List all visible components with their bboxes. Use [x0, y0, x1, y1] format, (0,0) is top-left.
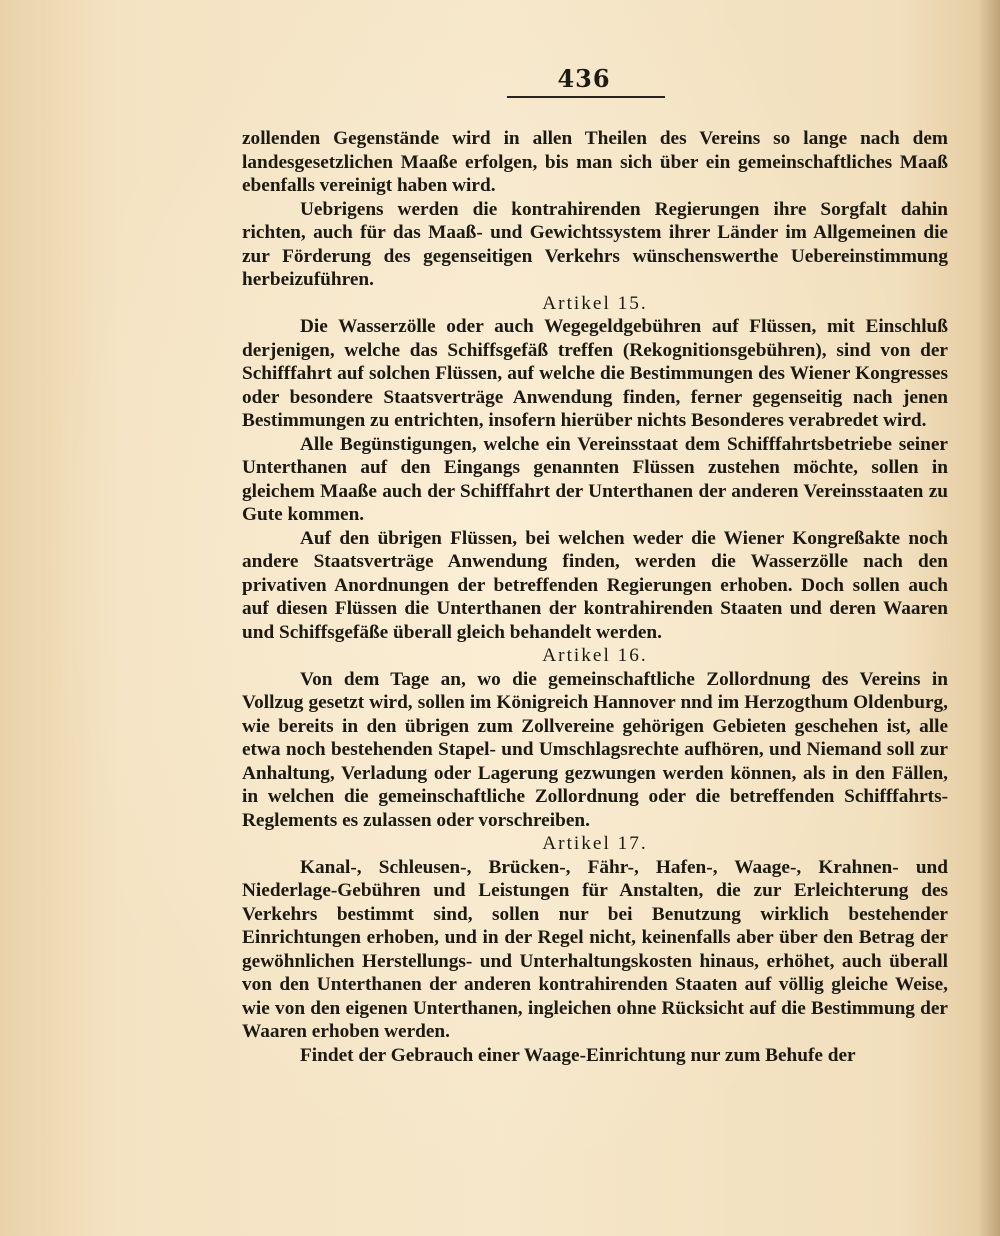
article-15-heading: Artikel 15.	[542, 292, 648, 314]
paragraph-privileges: Alle Begünstigungen, welche ein Vereinsstaat dem Schifffahrtsbetriebe seiner Unterthanen auf den Eingangs genannten Flüssen zustehen möchte, sollen in gleichem Maaße auch der Schifffahrt der Unterthanen der anderen Vereinsstaaten zu Gute kommen.	[242, 433, 948, 525]
article-17-heading: Artikel 17.	[542, 833, 648, 854]
paragraph-continuation: zollenden Gegenstände wird in allen Theilen des Vereins so lange nach dem landesgesetzlichen Maaße erfolgen, bis man sich über ein gemeinschaftliches Maaß ebenfalls vereinigt haben wird.	[242, 128, 948, 196]
page-number-rule	[507, 96, 665, 98]
page-number: 436	[557, 64, 611, 93]
paragraph-river-tolls: Die Wasserzölle oder auch Wegegeldgebühren auf Flüssen, mit Einschluß derjenigen, welche das Schiffsgefäß treffen (Rekognitionsgebühren), sind von der Schifffahrt auf solchen Flüssen, auf welche die Bestimmungen des Wiener Kongresses oder besondere Staatsverträge Anwendung finden, ferner gegenseitig nach jenen Bestimmungen zu entrichten, insofern hierüber nichts Besonderes verabredet wird.	[242, 316, 948, 431]
paragraph-staple-rights: Von dem Tage an, wo die gemeinschaftliche Zollordnung des Vereins in Vollzug gesetzt wird, sollen im Königreich Hannover nnd im Herzogthum Oldenburg, wie bereits in den übrigen zum Zollvereine gehörigen Gebieten geschehen ist, alle etwa noch bestehenden Stapel- und Umschlagsrechte aufhören, und Niemand soll zur Anhaltung, Verladung oder Lagerung gezwungen werden können, als in den Fällen, in welchen die gemeinschaftliche Zollordnung oder die betreffenden Schifffahrts-Reglements es zulassen oder vorschreiben.	[242, 668, 948, 831]
paragraph-scales: Findet der Gebrauch einer Waage-Einrichtung nur zum Behufe der	[300, 1044, 856, 1066]
body-text	[242, 127, 948, 1067]
paragraph-other-rivers: Auf den übrigen Flüssen, bei welchen weder die Wiener Kongreßakte noch andere Staatsverträge Anwendung finden, werden die Wasserzölle nach den privativen Anordnungen der betreffenden Regierungen erhoben. Doch sollen auch auf diesen Flüssen die Unterthanen der kontrahirenden Staaten und deren Waaren und Schiffsgefäße überall gleich behandelt werden.	[242, 527, 948, 643]
page-edge-shadow	[978, 0, 1000, 1236]
paragraph-measures: Uebrigens werden die kontrahirenden Regierungen ihre Sorgfalt dahin richten, auch für das Maaß- und Gewichtssystem ihrer Länder im Allgemeinen die zur Förderung des gegenseitigen Verkehrs wünschenswerthe Uebereinstimmung herbeizuführen.	[242, 198, 948, 290]
article-16-heading: Artikel 16.	[542, 645, 648, 666]
paragraph-fees: Kanal-, Schleusen-, Brücken-, Fähr-, Hafen-, Waage-, Krahnen- und Niederlage-Gebühren und Leistungen für Anstalten, die zur Erleichterung des Verkehrs bestimmt sind, sollen nur bei Benutzung wirklich bestehender Einrichtungen erhoben, und in der Regel nicht, keinenfalls aber über den Betrag der gewöhnlichen Herstellungs- und Unterhaltungskosten hinaus, erhöhet, auch überall von den Unterthanen der anderen kontrahirenden Staaten auf völlig gleiche Weise, wie von den eigenen Unterthanen, ingleichen ohne Rücksicht auf die Bestimmung der Waaren erhoben werden.	[242, 856, 948, 1042]
